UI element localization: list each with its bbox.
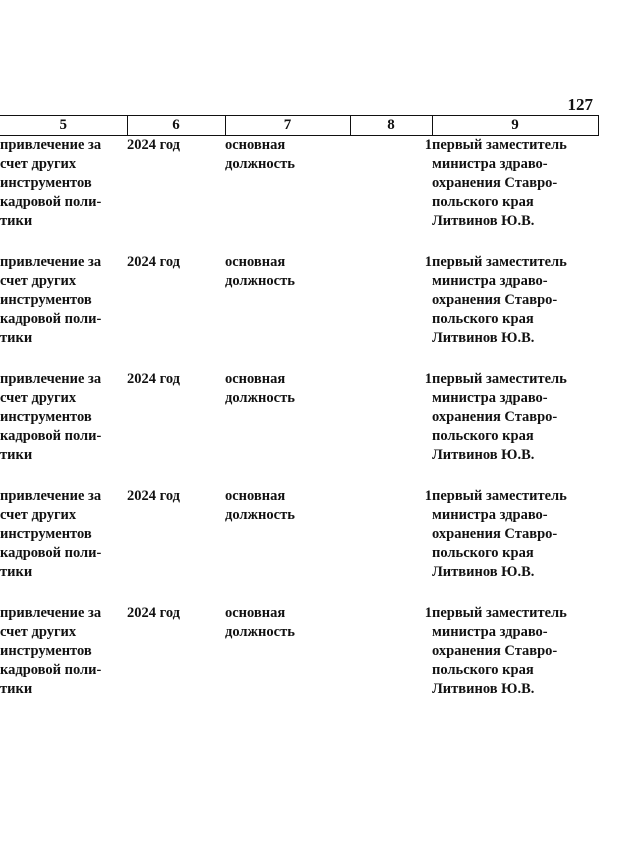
responsible-cell: первый заместитель министра здраво- охранения Ставро- польского края Литвинов Ю.В.: [432, 605, 567, 697]
method-cell: привлечение за счет других инструментов кадровой поли- тики: [0, 605, 102, 697]
responsible-cell: первый заместитель министра здраво- охранения Ставро- польского края Литвинов Ю.В.: [432, 371, 567, 463]
year-cell: 2024 год: [127, 605, 181, 621]
year-cell: 2024 год: [127, 254, 181, 270]
page-number: 127: [567, 95, 593, 114]
count-cell: 1: [424, 254, 432, 270]
count-cell: 1: [424, 371, 432, 387]
position-type-cell: основная должность: [225, 488, 295, 523]
method-cell: привлечение за счет других инструментов кадровой поли- тики: [0, 371, 102, 463]
method-cell: привлечение за счет других инструментов кадровой поли- тики: [0, 254, 102, 346]
table-row: [0, 487, 598, 604]
document-table: [0, 115, 599, 721]
method-cell: привлечение за счет других инструментов кадровой поли- тики: [0, 137, 102, 229]
count-cell: 1: [424, 605, 432, 621]
responsible-cell: первый заместитель министра здраво- охранения Ставро- польского края Литвинов Ю.В.: [432, 488, 567, 580]
position-type-cell: основная должность: [225, 371, 295, 406]
responsible-cell: первый заместитель министра здраво- охранения Ставро- польского края Литвинов Ю.В.: [432, 137, 567, 229]
table-row: [0, 136, 598, 254]
count-cell: 1: [424, 137, 432, 153]
table-row: [0, 370, 598, 487]
table-row: [0, 604, 598, 721]
year-cell: 2024 год: [127, 137, 181, 153]
responsible-cell: первый заместитель министра здраво- охранения Ставро- польского края Литвинов Ю.В.: [432, 254, 567, 346]
year-cell: 2024 год: [127, 488, 181, 504]
position-type-cell: основная должность: [225, 605, 295, 640]
column-header-5: 5: [0, 116, 127, 136]
table-row: [0, 253, 598, 370]
position-type-cell: основная должность: [225, 137, 295, 172]
year-cell: 2024 год: [127, 371, 181, 387]
position-type-cell: основная должность: [225, 254, 295, 289]
column-header-6: 6: [127, 116, 225, 136]
column-header-8: 8: [350, 116, 432, 136]
header-row: [0, 116, 598, 136]
method-cell: привлечение за счет других инструментов кадровой поли- тики: [0, 488, 102, 580]
count-cell: 1: [424, 488, 432, 504]
column-header-7: 7: [225, 116, 350, 136]
column-header-9: 9: [432, 116, 598, 136]
